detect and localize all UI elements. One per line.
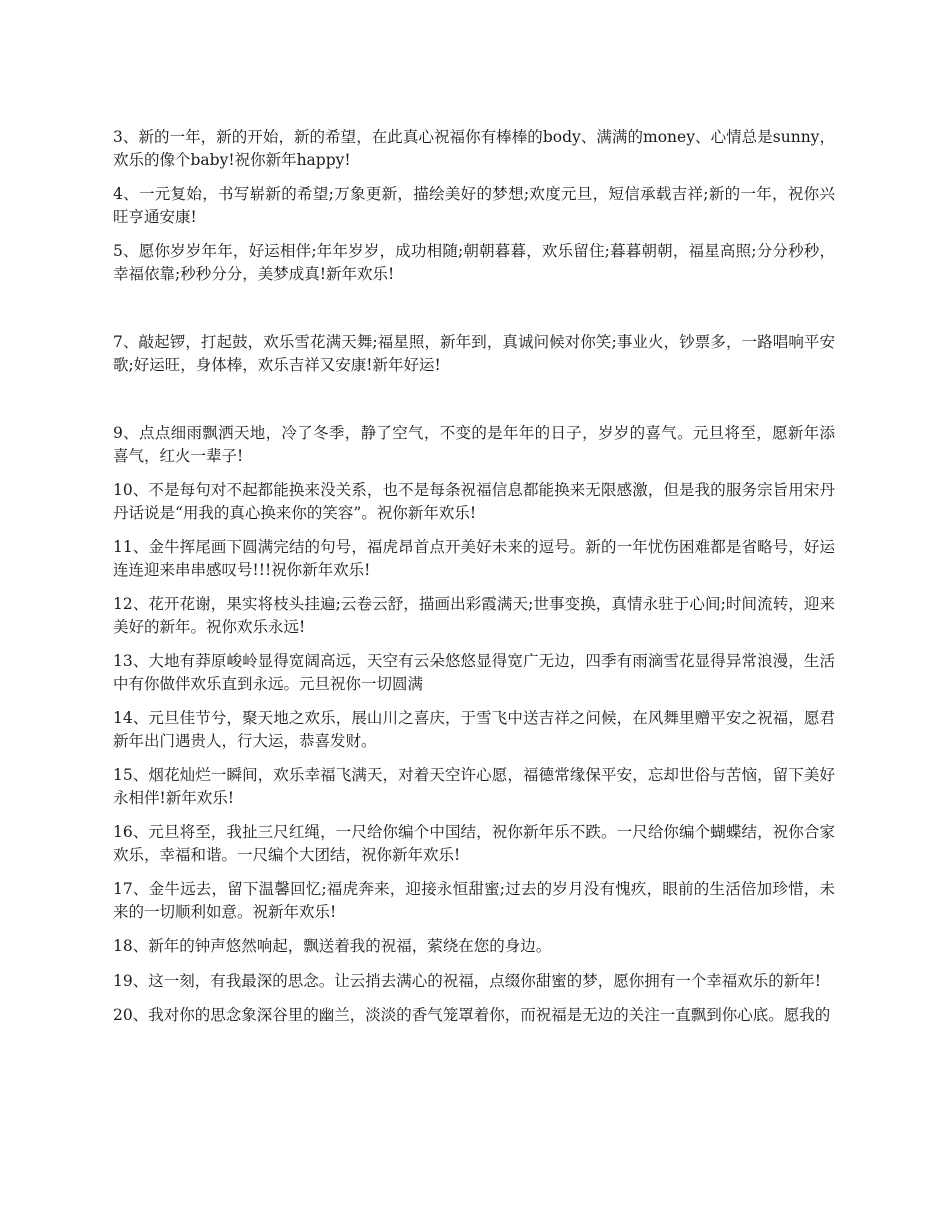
paragraph-12: 12、花开花谢，果实将枝头挂遍;云卷云舒，描画出彩霞满天;世事变换，真情永驻于心间;时间流转，迎来美好的新年。祝你欢乐永远! bbox=[113, 595, 835, 636]
paragraph-17: 17、金牛远去，留下温馨回忆;福虎奔来，迎接永恒甜蜜;过去的岁月没有愧疚，眼前的生活倍加珍惜，未来的一切顺利如意。祝新年欢乐! bbox=[113, 880, 835, 921]
paragraph-3: 3、新的一年，新的开始，新的希望，在此真心祝福你有棒棒的body、满满的money、心情总是sunny，欢乐的像个baby!祝你新年happy! bbox=[113, 128, 835, 169]
paragraph-19: 19、这一刻，有我最深的思念。让云捎去满心的祝福，点缀你甜蜜的梦，愿你拥有一个幸福欢乐的新年! bbox=[113, 971, 821, 990]
paragraph-13: 13、大地有莽原峻岭显得宽阔高远，天空有云朵悠悠显得宽广无边，四季有雨滴雪花显得异常浪漫，生活中有你做伴欢乐直到永远。元旦祝你一切圆满 bbox=[113, 652, 835, 693]
paragraph-16: 16、元旦将至，我扯三尺红绳，一尺给你编个中国结，祝你新年乐不跌。一尺给你编个蝴蝶结，祝你合家欢乐，幸福和谐。一尺编个大团结，祝你新年欢乐! bbox=[113, 823, 835, 864]
paragraph-18: 18、新年的钟声悠然响起，飘送着我的祝福，萦绕在您的身边。 bbox=[113, 937, 552, 955]
paragraph-11: 11、金牛挥尾画下圆满完结的句号，福虎昂首点开美好未来的逗号。新的一年忧伤困难都是省略号，好运连连迎来串串感叹号!!!祝你新年欢乐! bbox=[113, 538, 835, 579]
paragraph-5: 5、愿你岁岁年年，好运相伴;年年岁岁，成功相随;朝朝暮暮，欢乐留住;暮暮朝朝，福星高照;分分秒秒，幸福依靠;秒秒分分，美梦成真!新年欢乐! bbox=[113, 242, 835, 283]
blank-gap bbox=[113, 388, 835, 422]
paragraph-14: 14、元旦佳节兮，聚天地之欢乐，展山川之喜庆，于雪飞中送吉祥之问候，在风舞里赠平安之祝福，愿君新年出门遇贵人，行大运，恭喜发财。 bbox=[113, 709, 835, 750]
paragraph-20: 20、我对你的思念象深谷里的幽兰，淡淡的香气笼罩着你，而祝福是无边的关注一直飘到你心底。愿我的 bbox=[113, 1006, 831, 1024]
blank-gap bbox=[113, 297, 835, 331]
paragraph-7: 7、敲起锣，打起鼓，欢乐雪花满天舞;福星照，新年到，真诚问候对你笑;事业火，钞票多，一路唱响平安歌;好运旺，身体棒，欢乐吉祥又安康!新年好运! bbox=[113, 333, 835, 374]
paragraph-15: 15、烟花灿烂一瞬间，欢乐幸福飞满天，对着天空许心愿，福德常缘保平安，忘却世俗与苦恼，留下美好永相伴!新年欢乐! bbox=[113, 766, 835, 807]
paragraph-10: 10、不是每句对不起都能换来没关系，也不是每条祝福信息都能换来无限感激，但是我的服务宗旨用宋丹丹话说是“用我的真心换来你的笑容”。祝你新年欢乐! bbox=[113, 481, 835, 522]
document-body bbox=[113, 126, 835, 1039]
paragraph-9: 9、点点细雨飘洒天地，冷了冬季，静了空气，不变的是年年的日子，岁岁的喜气。元旦将至，愿新年添喜气，红火一辈子! bbox=[113, 424, 835, 465]
paragraph-4: 4、一元复始，书写崭新的希望;万象更新，描绘美好的梦想;欢度元旦，短信承载吉祥;新的一年，祝你兴旺亨通安康! bbox=[113, 185, 835, 226]
